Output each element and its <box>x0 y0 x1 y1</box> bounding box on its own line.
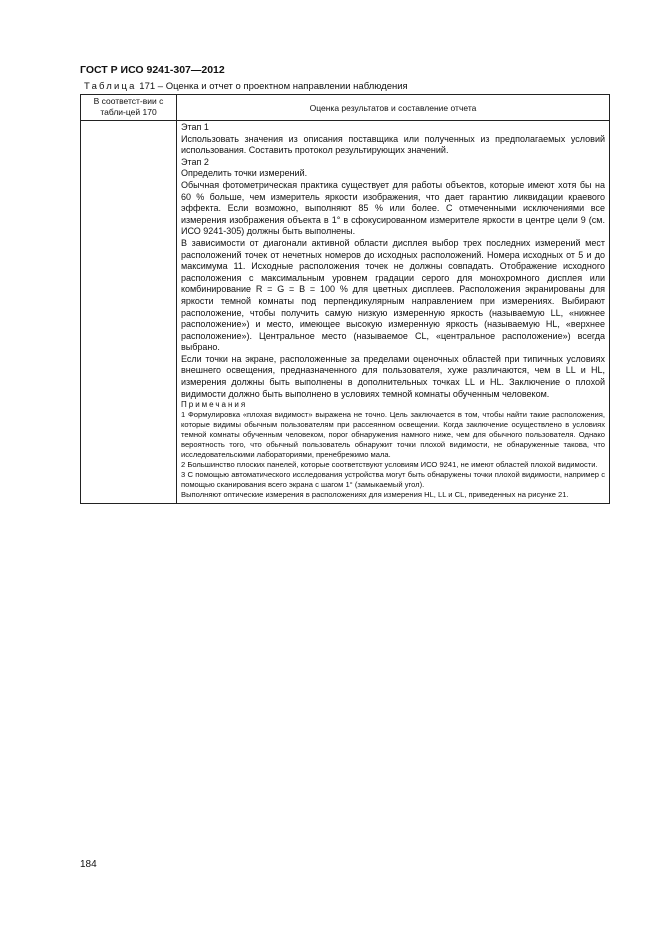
note: Выполняют оптические измерения в расположениях для измерения HL, LL и CL, приведенных на рисунке 21. <box>181 490 569 500</box>
notes-title: Примечания <box>181 400 248 410</box>
evaluation-cell <box>177 121 610 504</box>
paragraph: Определить точки измерений. <box>181 168 308 179</box>
table-caption-label: Таблица <box>84 81 137 92</box>
paragraph: Этап 1 <box>181 122 209 132</box>
paragraph: Использовать значения из описания поставщика или полученных из предполагаемых условий использования. Составить протокол результирующих значений. <box>181 133 605 156</box>
table-caption-text: 171 – Оценка и отчет о проектном направлении наблюдения <box>139 81 408 92</box>
column-header-evaluation: Оценка результатов и составление отчета <box>177 95 610 121</box>
document-header: ГОСТ Р ИСО 9241-307—2012 <box>80 64 225 76</box>
paragraph: В зависимости от диагонали активной области дисплея выбор трех последних измерений мест расположений точек от нечетных номеров до исходных расположений. Номера исходных от 5 и до максимума 11. Исходные расположения точек не должны совпадать. Отображение исходного расположения с максимальным уровнем градации серого для монохромного дисплея или комбинирование R = G = B = 100 % для цветных дисплеев. Расположения экранированы для яркости темной комнаты под перпендикулярным направлением при измерениях. Выбирают расположение, чтобы получить самую низкую измеренную яркость (называемую LL, «нижнее расположение») и место, имеющее высокую измеренную яркость (называемую HL, «верхнее расположение»). Центральное место (называемое CL, «центральное расположение») всегда выбрано. <box>181 237 605 353</box>
table-caption <box>84 81 408 92</box>
paragraph: Этап 2 <box>181 156 209 167</box>
table-body-row <box>81 121 610 504</box>
paragraph: Обычная фотометрическая практика существует для работы объектов, которые имеют хотя бы на 60 % больше, чем измеритель яркости изображения, что дает гарантию ликвидации краевого эффекта. Если возможно, выполняют 85 % или более. С отмеченными исключениями все измерения изображения объекта в 1° в сфокусированном измерителе яркости в центре цели 9 (см. ИСО 9241-305) должны быть выполнены. <box>181 179 605 237</box>
reference-cell <box>81 121 177 504</box>
page-number: 184 <box>80 859 97 870</box>
table-header-row <box>81 95 610 121</box>
note: 3 С помощью автоматического исследования устройства могут быть обнаружены точки плохой видимости, например с помощью сканирования всего экрана с шагом 1° (замыкаемый угол). <box>181 470 605 490</box>
column-header-reference: В соответст-вии с табли-цей 170 <box>81 95 177 121</box>
evaluation-table <box>80 94 610 504</box>
note: 2 Большинство плоских панелей, которые соответствуют условиям ИСО 9241, не имеют областей плохой видимости. <box>181 460 598 470</box>
paragraph: Если точки на экране, расположенные за пределами оценочных областей при типичных условиях внешнего освещения, предназначенного для пользователя, хуже различаются, чем в LL и HL, измерения должны быть выполнены в дополнительных точках LL и HL. Заключение о плохой видимости должно быть выполнено в условиях темной комнаты обученным человеком. <box>181 353 605 399</box>
note: 1 Формулировка «плохая видимост» выражена не точно. Цель заключается в том, чтобы найти такие расположения, которые видимы обычным пользователям при рассеянном освещении. Когда заключение осуществлено в условиях темной комнаты обученным человеком, порог обнаружения намного ниже, чем для обычного пользователя. Однако вероятность того, что обычный пользователь обнаружит точки плохой видимости, не обнаруженные такова, что исследовательскими лабораториями, пренебрежимо мала. <box>181 410 605 460</box>
